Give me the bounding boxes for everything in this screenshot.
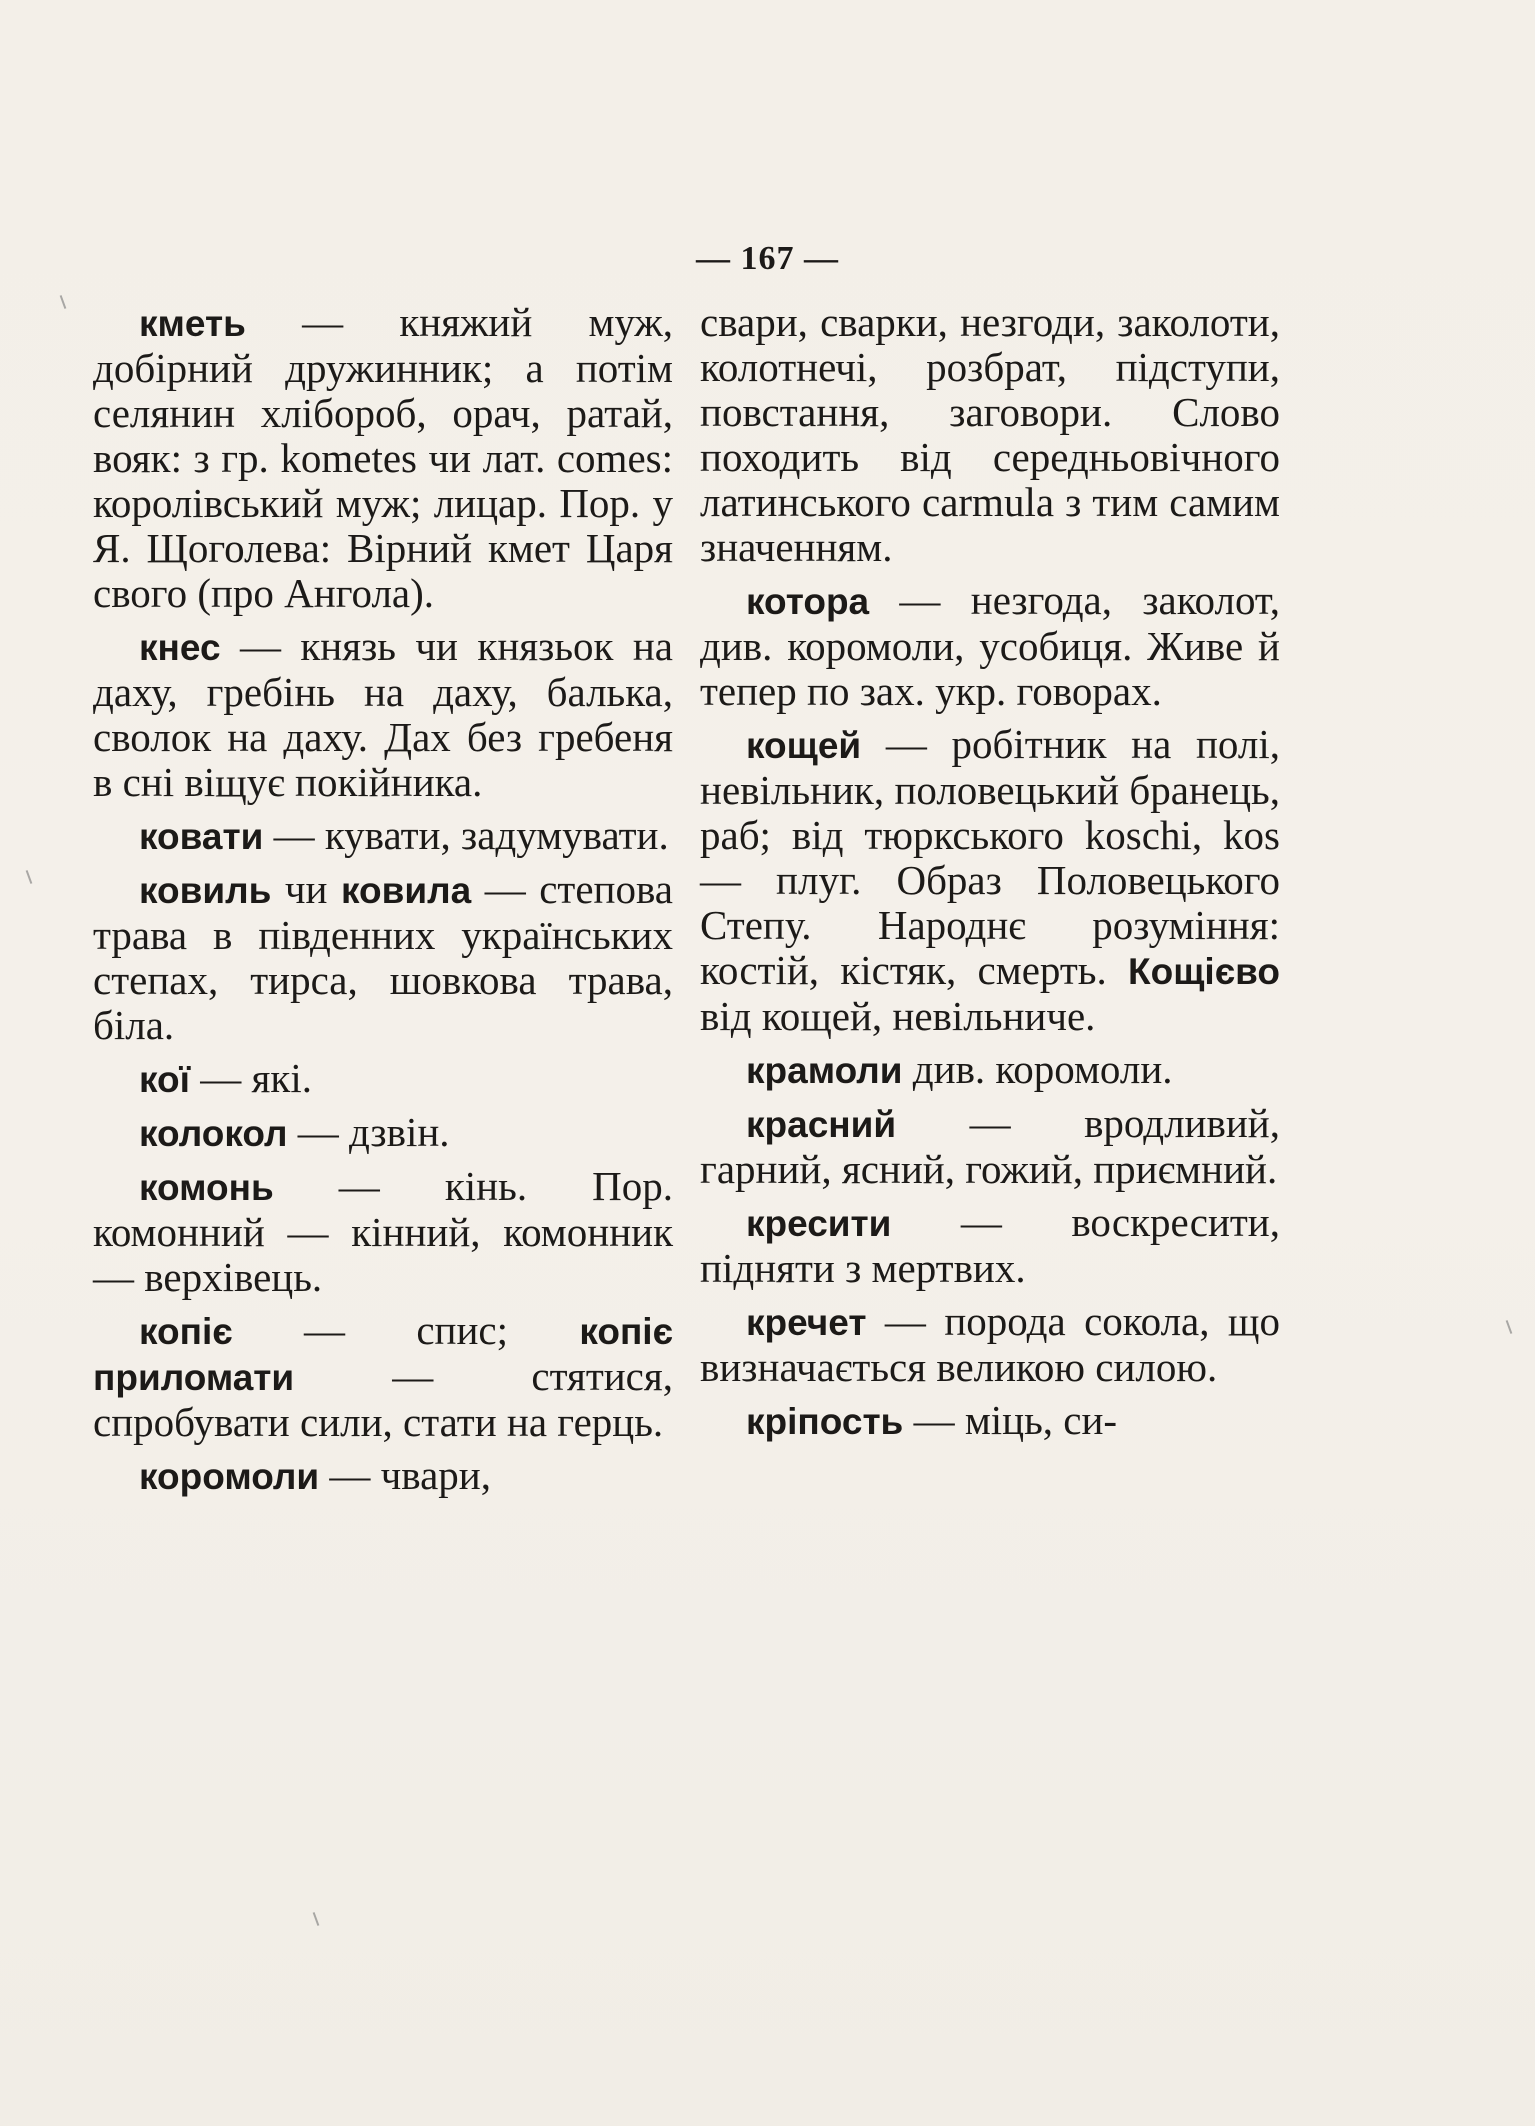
separator: —: [866, 1298, 945, 1344]
headword: кречет: [746, 1302, 867, 1343]
separator: —: [319, 1452, 381, 1498]
definition: князь чи князьок на даху, гребінь на даху, балька, сволок на даху. Дах без гребеня в сні віщує покійника.: [93, 623, 673, 805]
dictionary-entry: [93, 300, 673, 616]
definition: які.: [251, 1055, 312, 1101]
headword: кресити: [746, 1203, 892, 1244]
dictionary-entry: [93, 1453, 673, 1499]
headword: кої: [139, 1059, 191, 1100]
separator: —: [891, 1199, 1072, 1245]
definition: порода сокола, що визначається великою силою.: [700, 1298, 1281, 1390]
headword: кметь: [139, 303, 246, 344]
paper-speck: [313, 1912, 320, 1926]
headword: кнес: [139, 627, 221, 668]
headword: комонь: [139, 1167, 274, 1208]
definition: дзвін.: [349, 1109, 450, 1155]
headword: ковиль: [139, 870, 272, 911]
headword: кощей: [746, 725, 862, 766]
entry-continuation: [700, 300, 1280, 570]
right-column: [700, 300, 1280, 1452]
headword: колокол: [139, 1113, 288, 1154]
separator: —: [903, 1397, 965, 1443]
definition: княжий муж, добірний дружинник; а потім селянин хлібороб, орач, ратай, вояк: з гр. kometes чи лат. comes: королівський муж; лицар. Пор. у Я. Щоголева: Вірний кмет Царя свого (про Ангола).: [93, 299, 673, 616]
headword: красний: [746, 1104, 897, 1145]
dictionary-entry: [700, 722, 1280, 1039]
definition: спис;: [416, 1307, 508, 1353]
page-number: — 167 —: [696, 240, 839, 277]
definition: кувати, задумувати.: [324, 812, 669, 858]
separator: —: [869, 577, 971, 623]
left-column: [93, 300, 673, 1507]
definition: від кощей, невільниче.: [700, 993, 1096, 1039]
separator: —: [190, 1055, 252, 1101]
dictionary-entry: [700, 578, 1280, 714]
definition: міць, си-: [964, 1397, 1118, 1443]
definition: степова трава в південних українських степах, тирса, шовкова трава, біла.: [93, 866, 673, 1048]
dictionary-entry: [93, 1308, 673, 1445]
definition: кінь. Пор. комонний — кінний, комонник — верхівець.: [93, 1163, 674, 1300]
paper-speck: [26, 870, 33, 884]
separator: —: [245, 299, 400, 345]
headword: коромоли: [139, 1456, 320, 1497]
dictionary-entry: [93, 1056, 673, 1102]
headword: котора: [746, 581, 870, 622]
definition: робітник на полі, невільник, половецький бранець, раб; від тюркського koschi, kos — плуг. Образ Половецького Степу. Народнє розуміння: костій, кістяк, смерть.: [700, 721, 1280, 993]
definition: стятися, спробувати сили, стати на герць.: [93, 1353, 673, 1445]
separator: —: [294, 1353, 532, 1399]
dictionary-entry: [700, 1398, 1280, 1444]
connector: чи: [271, 866, 341, 912]
headword-variant: ковила: [340, 870, 472, 911]
separator: —: [287, 1109, 350, 1155]
separator: [903, 1046, 913, 1092]
separator: —: [232, 1307, 417, 1353]
paper-speck: [60, 295, 67, 309]
headword-phrase: копіє приломати: [93, 1311, 674, 1398]
definition: вродливий, гарний, ясний, гожий, приємний.: [700, 1100, 1280, 1192]
definition: чвари,: [380, 1452, 491, 1498]
headword: ковати: [139, 816, 264, 857]
dictionary-entry: [93, 1110, 673, 1156]
separator: —: [896, 1100, 1085, 1146]
headword: крамоли: [746, 1050, 903, 1091]
definition: свари, сварки, незгоди, заколоти, колотнечі, розбрат, підступи, повстання, заговори. Слово походить від середньовічного латинського carmula з тим самим значенням.: [700, 299, 1280, 570]
definition: див. коромоли.: [912, 1046, 1173, 1092]
separator: —: [263, 812, 325, 858]
definition: незгода, заколот, див. коромоли, усобиця. Живе й тепер по зах. укр. говорах.: [700, 577, 1281, 714]
dictionary-entry: [93, 867, 673, 1048]
definition: воскресити, підняти з мертвих.: [700, 1199, 1280, 1291]
headword: копіє: [139, 1311, 233, 1352]
dictionary-entry: [700, 1101, 1280, 1192]
headword: кріпость: [746, 1401, 904, 1442]
separator: —: [471, 866, 540, 912]
separator: —: [273, 1163, 445, 1209]
separator: —: [861, 721, 952, 767]
headword-derived: Кощієво: [1128, 951, 1280, 992]
dictionary-entry: [93, 813, 673, 859]
dictionary-entry: [700, 1299, 1280, 1390]
dictionary-entry: [700, 1200, 1280, 1291]
paper-speck: [1506, 1320, 1513, 1334]
separator: —: [220, 623, 301, 669]
dictionary-entry: [93, 1164, 673, 1300]
dictionary-entry: [700, 1047, 1280, 1093]
dictionary-entry: [93, 624, 673, 805]
